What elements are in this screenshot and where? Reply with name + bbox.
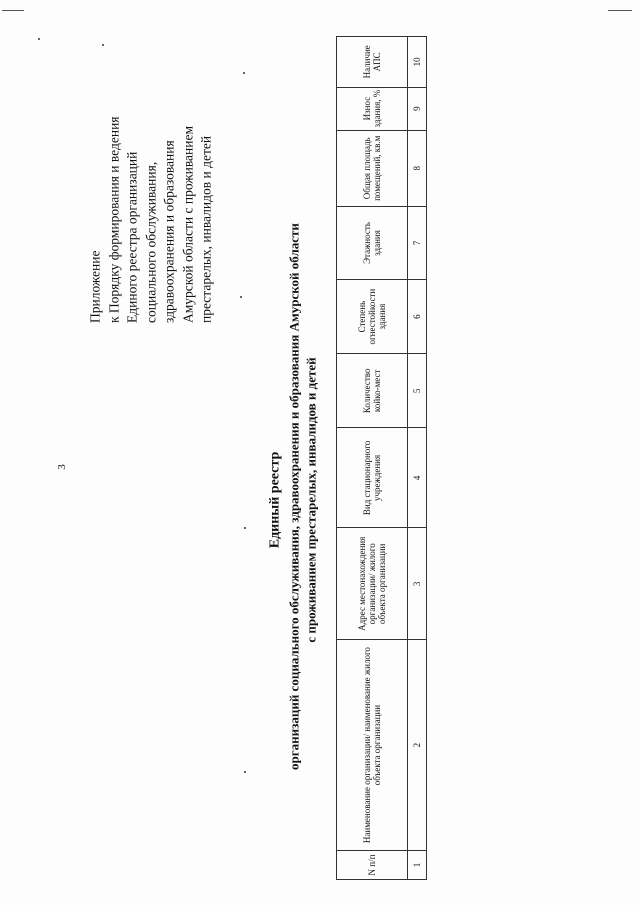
- col-header-beds: Количество койко-мест: [337, 354, 408, 428]
- registry-table: [336, 36, 427, 880]
- table-row: [408, 37, 427, 880]
- appendix-line: Приложение: [87, 250, 103, 323]
- col-header-number: N п/п: [337, 850, 408, 879]
- col-number-cell: 10: [408, 37, 427, 88]
- col-header-address: Адрес местонахождения организации/ жилого объекта организации: [337, 528, 408, 640]
- appendix-line: престарелых, инвалидов и детей: [198, 135, 214, 323]
- page-number: 3: [56, 464, 68, 470]
- table-header-row: [337, 37, 408, 880]
- col-header-wear: Износ здания, %: [337, 87, 408, 130]
- col-header-name: Наименование организации/ наименование жилого объекта организации: [337, 640, 408, 851]
- scan-speck: [102, 44, 104, 46]
- appendix-line: Амурской области с проживанием: [179, 126, 195, 323]
- title-line-2: с проживанием престарелых, инвалидов и детей: [303, 357, 319, 643]
- title-main: Единый реестр: [267, 451, 283, 549]
- scan-speck: [240, 296, 242, 298]
- col-header-fire-alarm: Наличие АПС: [337, 37, 408, 88]
- col-number-cell: 5: [408, 354, 427, 428]
- title-line-1: организаций социального обслуживания, здравоохранения и образования Амурской области: [286, 223, 302, 770]
- scan-speck: [244, 771, 246, 773]
- col-header-floors: Этажность здания: [337, 206, 408, 279]
- col-number-cell: 4: [408, 428, 427, 528]
- scan-edge-mark: [608, 10, 632, 11]
- col-number-cell: 9: [408, 87, 427, 130]
- scan-edge-mark: [2, 10, 24, 11]
- col-number-cell: 6: [408, 280, 427, 354]
- scan-speck: [244, 527, 246, 529]
- col-header-fire-resistance: Степень огнестойкости здания: [337, 280, 408, 354]
- scan-speck: [243, 72, 245, 74]
- col-number-cell: 7: [408, 206, 427, 279]
- registry-table-wrap: [336, 36, 426, 880]
- appendix-note: [86, 93, 216, 323]
- document-title: [267, 223, 320, 770]
- col-number-cell: 3: [408, 528, 427, 640]
- appendix-line: социального обслуживания,: [142, 161, 158, 323]
- appendix-line: к Порядку формирования и ведения: [105, 116, 121, 323]
- appendix-line: здравоохранения и образования: [161, 140, 177, 323]
- scan-speck: [38, 38, 40, 40]
- col-header-area: Общая площадь помещений, кв.м: [337, 130, 408, 206]
- col-header-type: Вид стационарного учреждения: [337, 428, 408, 528]
- col-number-cell: 2: [408, 640, 427, 851]
- col-number-cell: 8: [408, 130, 427, 206]
- col-number-cell: 1: [408, 850, 427, 879]
- appendix-line: Единого реестра организаций: [124, 151, 140, 323]
